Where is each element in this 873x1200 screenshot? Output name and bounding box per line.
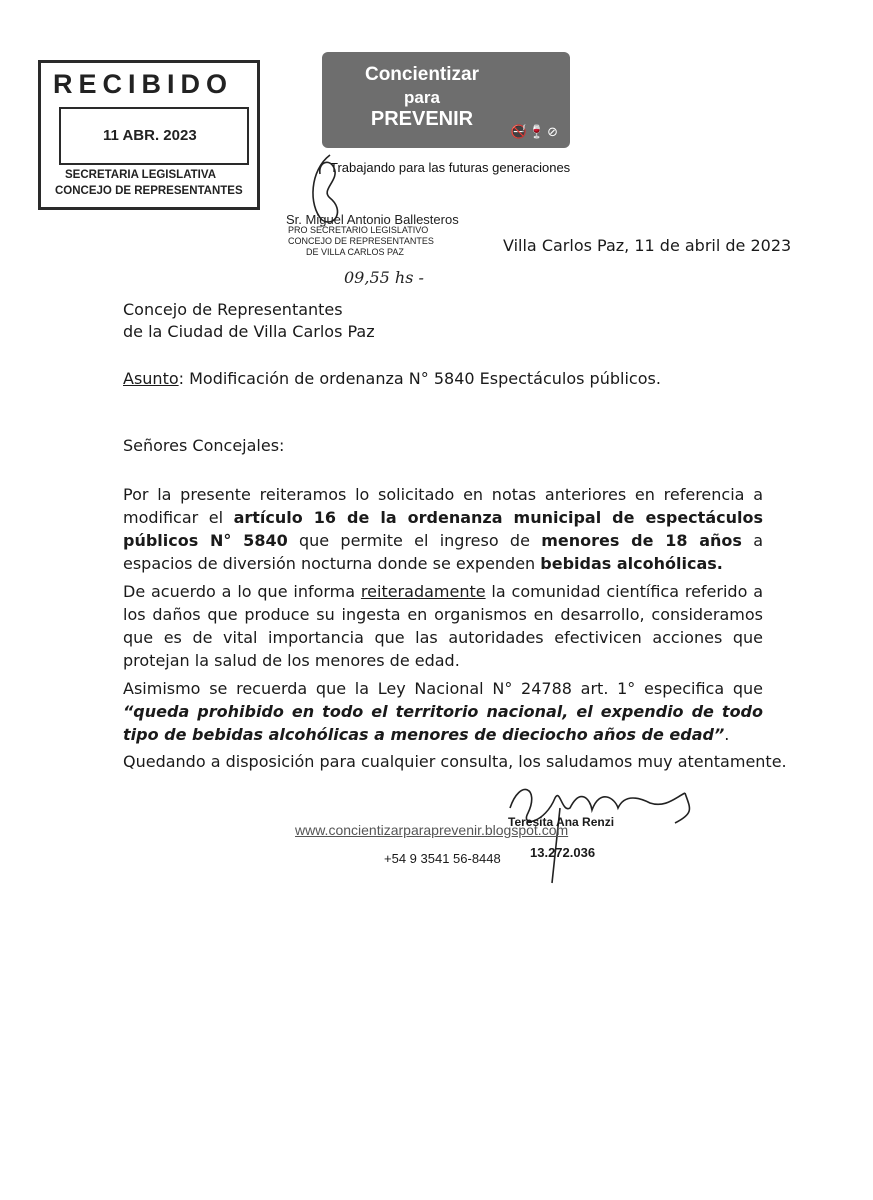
addressee-line-2: de la Ciudad de Villa Carlos Paz bbox=[123, 322, 375, 341]
p1-text-e: a espacios de diversión nocturna donde se expenden bbox=[123, 531, 764, 573]
p1-text-c: que permite el ingreso de bbox=[287, 531, 542, 550]
stamp-date: 11 ABR. 2023 bbox=[103, 127, 197, 144]
secretary-city: DE VILLA CARLOS PAZ bbox=[306, 247, 404, 257]
stamp-title: RECIBIDO bbox=[53, 69, 234, 99]
paragraph-1 bbox=[123, 483, 763, 575]
p3-text-c: . bbox=[724, 725, 730, 744]
paragraph-2 bbox=[123, 580, 763, 672]
phone-number: +54 9 3541 56-8448 bbox=[384, 851, 501, 866]
p1-bold-alcohol: bebidas alcohólicas. bbox=[540, 554, 723, 573]
place-date: Villa Carlos Paz, 11 de abril de 2023 bbox=[503, 236, 792, 255]
secretary-body: CONCEJO DE REPRESENTANTES bbox=[288, 236, 434, 246]
p1-text-a: Por la presente reiteramos lo solicitado en notas anteriores en referencia a modificar el bbox=[123, 485, 763, 527]
p2-underlined: reiteradamente bbox=[360, 582, 486, 601]
secretary-name: Sr. Miguel Antonio Ballesteros bbox=[286, 212, 459, 227]
logo-tagline: Trabajando para las futuras generaciones bbox=[330, 160, 571, 175]
stamp-office: SECRETARIA LEGISLATIVA bbox=[65, 169, 216, 181]
organization-logo bbox=[322, 52, 570, 148]
logo-line-3: PREVENIR bbox=[370, 108, 474, 130]
signer-id: 13.272.036 bbox=[530, 845, 596, 860]
addressee-line-1: Concejo de Representantes bbox=[123, 300, 343, 319]
greeting: Señores Concejales: bbox=[123, 436, 285, 455]
received-stamp bbox=[38, 60, 260, 210]
subject-label: Asunto bbox=[123, 369, 179, 388]
logo-line-2: para bbox=[404, 88, 440, 107]
stamp-council: CONCEJO DE REPRESENTANTES bbox=[55, 185, 243, 197]
secretary-block bbox=[286, 214, 459, 258]
p1-bold-article: artículo 16 de la ordenanza municipal de espectáculos públicos N° 5840 bbox=[123, 508, 763, 550]
secretary-title: PRO SECRETARIO LEGISLATIVO bbox=[288, 225, 429, 235]
subject bbox=[123, 369, 661, 388]
p2-text-a: De acuerdo a lo que informa bbox=[123, 582, 361, 601]
stamp-date-box bbox=[59, 107, 249, 165]
p3-text-a: Asimismo se recuerda que la Ley Nacional N° 24788 art. 1° especifica que bbox=[123, 679, 763, 698]
p2-text-c: la comunidad científica referido a los daños que produce su ingesta en organismos en desarrollo, consideramos que es de vital importancia que las autoridades efectivicen acciones que protejan la salud de los menores de edad. bbox=[123, 582, 764, 670]
handwritten-time: 09,55 hs - bbox=[344, 268, 424, 287]
logo-icons: 🚭🍷⊘ bbox=[510, 125, 560, 140]
p3-law-quote: “queda prohibido en todo el territorio nacional, el expendio de todo tipo de bebidas alcohólicas a menores de dieciocho años de edad” bbox=[123, 702, 763, 744]
logo-line-1: Concientizar bbox=[364, 64, 480, 85]
subject-text: : Modificación de ordenanza N° 5840 Espectáculos públicos. bbox=[178, 369, 661, 388]
website-link[interactable]: www.concientizarparaprevenir.blogspot.com bbox=[295, 822, 569, 838]
paragraph-3 bbox=[123, 677, 763, 746]
closing: Quedando a disposición para cualquier consulta, los saludamos muy atentamente. bbox=[123, 752, 787, 771]
p1-bold-minors: menores de 18 años bbox=[541, 531, 742, 550]
signer-name: Teresita Ana Renzi bbox=[508, 815, 615, 829]
